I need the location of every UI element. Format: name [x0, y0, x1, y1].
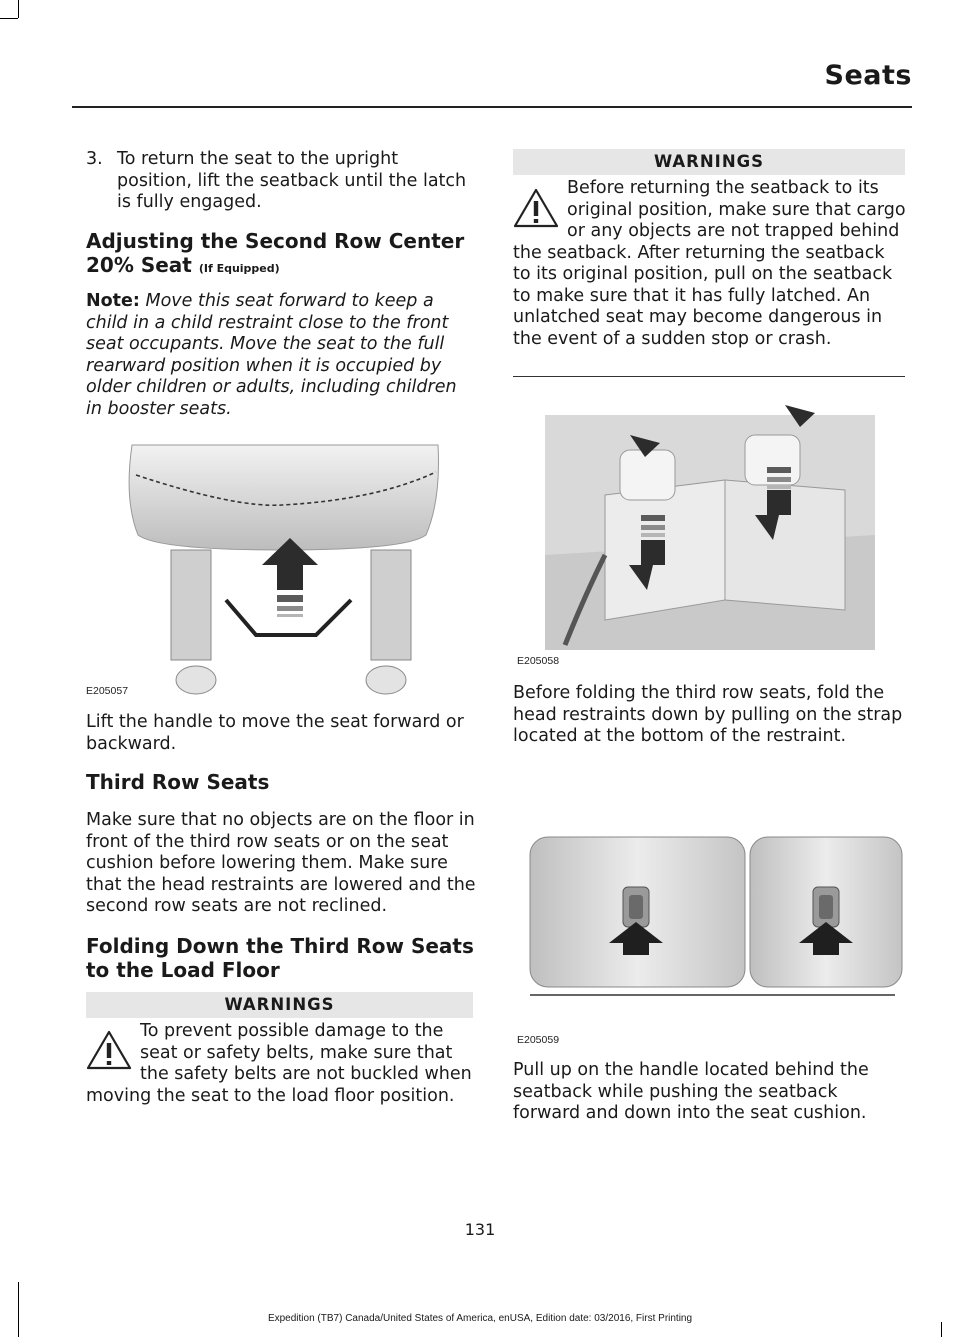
warnings-header-left: WARNINGS — [86, 992, 473, 1018]
step-3-text: To return the seat to the upright position, lift the seatback until the latch is fully engaged. — [117, 149, 467, 212]
heading-adjusting-label: Adjusting the Second Row Center 20% Seat — [86, 229, 465, 277]
figure-center-seat-handle — [86, 440, 478, 705]
heading-adjusting-center-seat — [86, 229, 481, 281]
warning-body-left: To prevent possible damage to the seat or safety belts, make sure that the safety belts are not buckled when moving the seat to the load floor position. — [86, 1021, 472, 1106]
figure-seatback-handles — [525, 825, 910, 1000]
third-row-paragraph: Make sure that no objects are on the floor in front of the third row seats or on the seat cushion before lowering them. Make sure that the head restraints are lowered and the second row seats are not reclined. — [86, 810, 476, 916]
step-3-number: 3. — [86, 149, 103, 169]
figure-id-3: E205059 — [517, 1034, 560, 1046]
crop-mark-top-left-v — [18, 0, 19, 18]
icon-spacer — [513, 178, 567, 242]
seatback-handles-illustration — [525, 825, 910, 1000]
crop-mark-top-left-h — [0, 18, 18, 19]
center-seat-illustration — [86, 440, 478, 705]
note-paragraph — [86, 291, 478, 420]
page-title: Seats — [824, 60, 912, 91]
page-number: 131 — [464, 1220, 496, 1239]
warning-body-right: Before returning the seatback to its original position, make sure that cargo or any objects are not trapped behind the seatback. After returning the seatback to its original position, pull on the seatback to make sure that it has fully latched. An unlatched seat may become dangerous in the event of a sudden stop or crash. — [513, 178, 906, 349]
lift-handle-text: Lift the handle to move the seat forward or backward. — [86, 712, 464, 754]
figure-id-2: E205058 — [517, 655, 560, 667]
warning-text-left — [86, 1021, 478, 1107]
fold-restraints-text: Before folding the third row seats, fold the head restraints down by pulling on the strap located at the bottom of the restraint. — [513, 683, 903, 746]
warnings-header-right: WARNINGS — [513, 149, 905, 175]
heading-third-row-seats: Third Row Seats — [86, 770, 270, 794]
pull-handle-text: Pull up on the handle located behind the seatback while pushing the seatback forward and down into the seat cushion. — [513, 1060, 869, 1123]
note-text: Move this seat forward to keep a child in a child restraint close to the front seat occupants. Move the seat to the full rearward position when it is occupied by older children or adults, including children in booster seats. — [86, 291, 457, 419]
crop-mark-bottom-left-v — [18, 1282, 19, 1337]
heading-folding-third-row: Folding Down the Third Row Seats to the Load Floor — [86, 934, 474, 982]
third-row-restraints-illustration — [545, 395, 875, 650]
warning-end-rule — [513, 376, 905, 377]
figure-id-1: E205057 — [86, 685, 129, 697]
note-label: Note: — [86, 291, 140, 311]
edition-line: Expedition (TB7) Canada/United States of America, enUSA, Edition date: 03/2016, First Printing — [267, 1313, 693, 1324]
figure-head-restraints — [545, 395, 875, 650]
icon-spacer — [86, 1021, 140, 1085]
header-rule — [72, 106, 912, 108]
crop-mark-bottom-right-v — [941, 1322, 942, 1337]
if-equipped-label: (If Equipped) — [198, 262, 280, 275]
warning-text-right — [513, 178, 907, 350]
